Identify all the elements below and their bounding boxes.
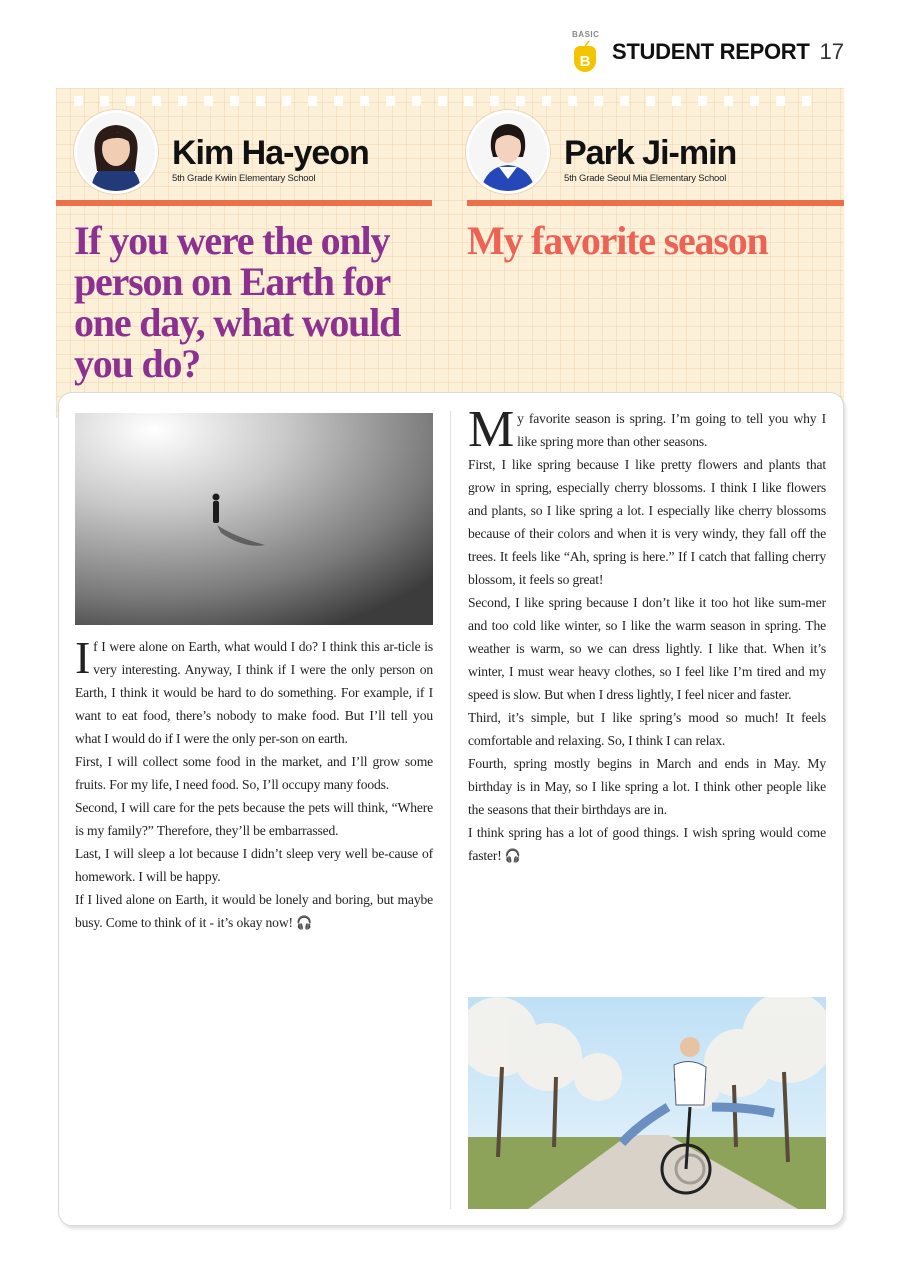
paragraph: First, I will collect some food in the market, and I’ll grow some fruits. For my life, I need food. So, I’ll occupy many foods. [75, 754, 433, 792]
author-right [466, 110, 736, 194]
headphones-icon: 🎧 [504, 849, 521, 864]
author-left [74, 110, 369, 194]
divider-rule-left [56, 200, 432, 206]
basic-logo [570, 30, 604, 74]
decorative-dots [74, 96, 826, 106]
page-number: 17 [819, 39, 844, 64]
paragraph: My favorite season is spring. I’m going to tell you why I like spring more than other seasons. [468, 401, 826, 458]
paragraph: Last, I will sleep a lot because I didn’t sleep very well be-cause of homework. I will be happy. [75, 846, 433, 884]
drop-cap-right: M [468, 401, 515, 458]
paragraph: If I lived alone on Earth, it would be lonely and boring, but maybe busy. Come to think of it - it’s okay now! 🎧 [75, 888, 433, 935]
photo-spring-bicycle [468, 997, 826, 1209]
drop-cap-left: I [75, 632, 91, 683]
report-header [570, 30, 844, 74]
headline-right: My favorite season [467, 218, 768, 263]
author-name-left: Kim Ha-yeon [172, 133, 369, 172]
author-school-right: 5th Grade Seoul Mia Elementary School [564, 172, 727, 184]
author-avatar-left [74, 110, 158, 194]
headphones-icon: 🎧 [296, 916, 313, 931]
photo-lone-person [75, 413, 433, 625]
article-body-right [468, 401, 826, 868]
content-card [58, 392, 844, 1226]
headline-left: If you were the only person on Earth for one day, what would you do? [74, 218, 401, 386]
paragraph: Third, it’s simple, but I like spring’s mood so much! It feels comfortable and relaxing. So, I think I can relax. [468, 710, 826, 748]
paragraph: Second, I like spring because I don’t like it too hot like sum-mer and too cold like winter, so I like the warm season in spring. The weather is warm, so we can dress lightly. I like that. When it’s winter, I must wear heavy clothes, so I feel like I’m tired and my speed is slow. But when I dress lightly, I feel nicer and faster. [468, 595, 826, 702]
author-name-right: Park Ji-min [564, 133, 737, 172]
author-avatar-right [466, 110, 550, 194]
divider-rule-right [467, 200, 844, 206]
report-title: STUDENT REPORT [612, 39, 810, 64]
article-body-left [75, 632, 433, 935]
paragraph: Fourth, spring mostly begins in March and ends in May. My birthday is in May, so I like spring a lot. I think other people like the seasons that their birthdays are in. [468, 756, 826, 817]
author-school-left: 5th Grade Kwiin Elementary School [172, 172, 316, 184]
logo-badge: B [574, 46, 596, 72]
paragraph: I think spring has a lot of good things. I wish spring would come faster! 🎧 [468, 821, 826, 868]
column-divider [450, 411, 451, 1209]
paragraph: Second, I will care for the pets because the pets will think, “Where is my family?” Therefore, they’ll be embarrassed. [75, 800, 433, 838]
paragraph: If I were alone on Earth, what would I do? I think this ar-ticle is very interesting. Anyway, I think if I were the only person on Earth, I think it would be hard to do something. For example, if I want to eat food, there’s nobody to make food. But I’ll tell you what I would do if I were the only per-son on earth. [75, 632, 433, 746]
logo-small-text: BASIC [572, 30, 600, 39]
paragraph: First, I like spring because I like pretty flowers and plants that grow in spring, especially cherry blossoms. I think I like flowers and plants, so I like spring a lot. I especially like cherry blossoms because of their colors and when it is very windy, they fall off the trees. It feels like “Ah, spring is here.” If I catch that falling cherry blossom, it feels so great! [468, 457, 826, 587]
top-banner [56, 88, 844, 418]
